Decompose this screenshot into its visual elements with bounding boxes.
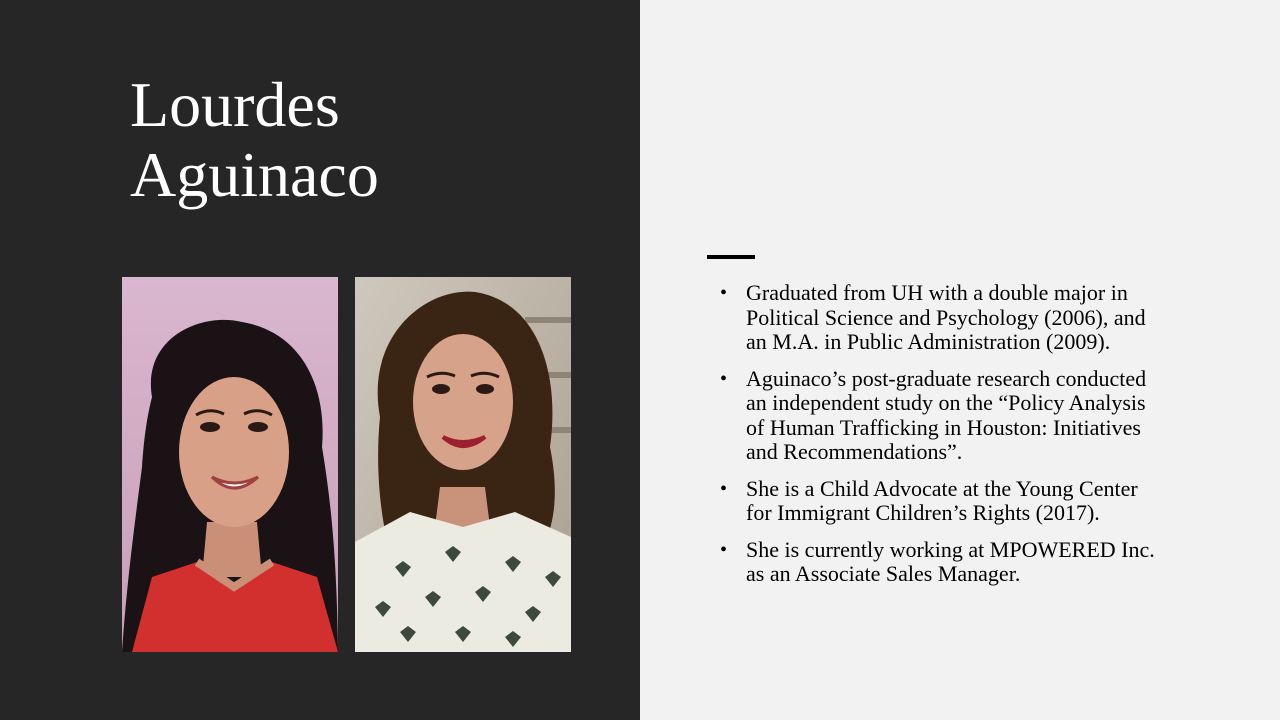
- bullet-text: She is a Child Advocate at the Young Center for Immigrant Children’s Rights (2017).: [746, 475, 1138, 525]
- bullet-marker: •: [720, 282, 728, 304]
- portrait-photo-past-image: [122, 277, 338, 652]
- title-line-last: Aguinaco: [130, 139, 379, 210]
- accent-bar: [707, 255, 755, 259]
- bullet-marker: •: [720, 477, 728, 500]
- portrait-photo-present: [355, 277, 571, 652]
- bullet-text: She is currently working at MPOWERED Inc. as an Associate Sales Manager.: [746, 536, 1155, 586]
- portrait-photo-past: [122, 277, 338, 652]
- bullet-item-advocate: [720, 477, 1160, 526]
- slide-title: [130, 70, 590, 210]
- portrait-photo-present-image: [355, 277, 571, 652]
- bullet-list: [720, 281, 1160, 599]
- bullet-item-research: [720, 367, 1160, 465]
- bullet-marker: •: [720, 367, 728, 390]
- bullet-item-current-role: [720, 538, 1160, 587]
- bullet-text: Aguinaco’s post-graduate research conducted an independent study on the “Policy Analysis of Human Trafficking in Houston: Initiatives and Recommendations”.: [746, 365, 1147, 464]
- title-line-first: Lourdes: [130, 69, 340, 140]
- bullet-marker: •: [720, 538, 728, 561]
- bullet-text: Graduated from UH with a double major in Political Science and Psychology (2006), and an M.A. in Public Administration (2009).: [746, 280, 1146, 354]
- bullet-item-education: [720, 281, 1160, 355]
